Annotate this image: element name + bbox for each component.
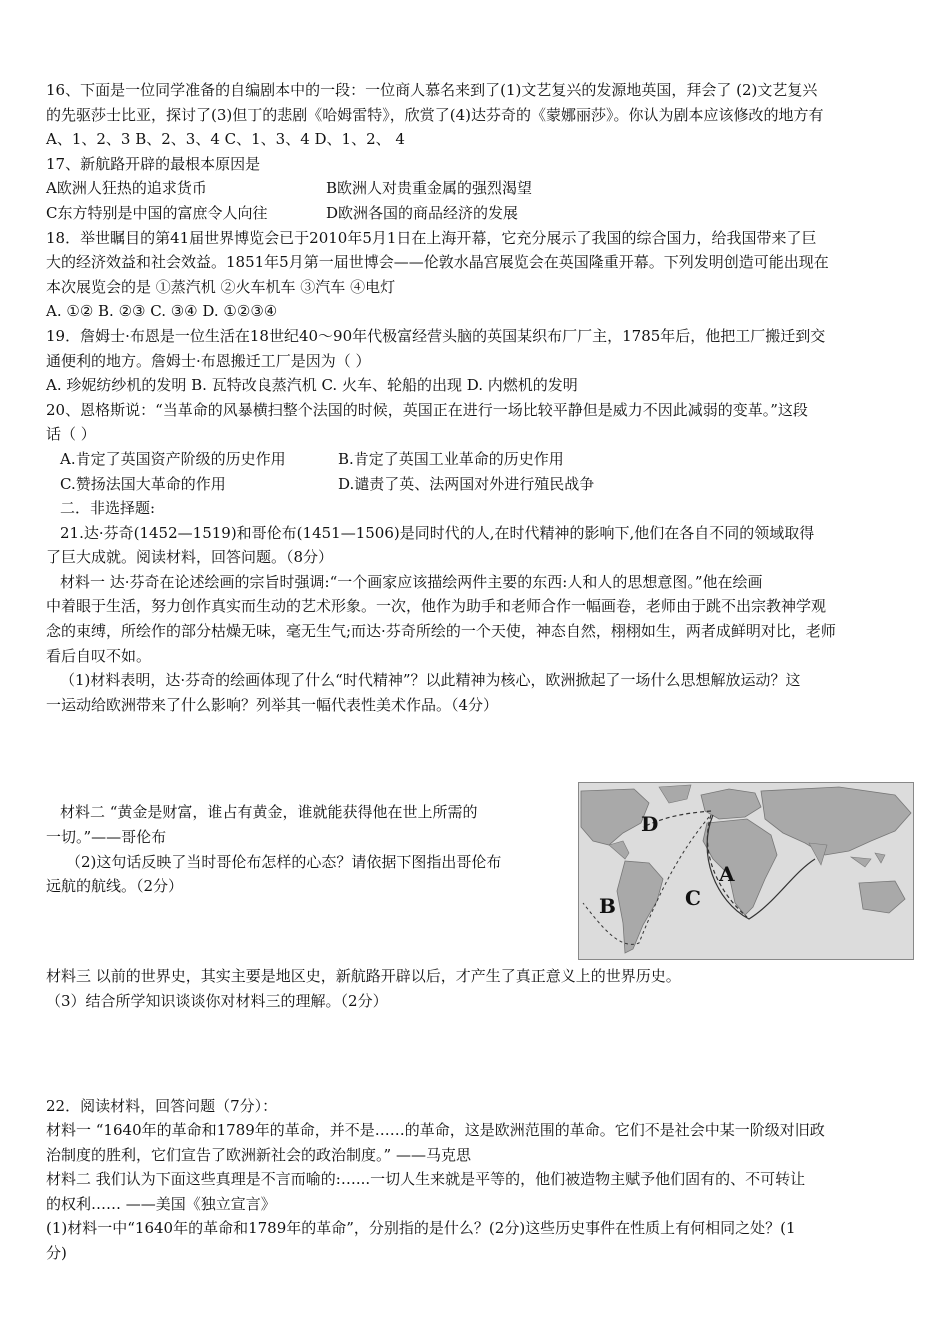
q16-line2: 的先驱莎士比亚，探讨了(3)但丁的悲剧《哈姆雷特》，欣赏了(4)达芬奇的《蒙娜丽莎》。你认为剧本应该修改的地方有 bbox=[46, 106, 824, 124]
q18-line2: 大的经济效益和社会效益。1851年5月第一届世博会——伦敦水晶宫展览会在英国隆重开幕。下列发明创造可能出现在 bbox=[46, 253, 829, 271]
q21-material1-line4: 看后自叹不如。 bbox=[46, 647, 152, 665]
q22-question1-line1: (1)材料一中“1640年的革命和1789年的革命”，分别指的是什么？(2分)这些历史事件在性质上有何相同之处？(1 bbox=[46, 1219, 796, 1237]
q21-question1-line1: （1)材料表明，达·芬奇的绘画体现了什么“时代精神”？以此精神为核心，欧洲掀起了一场什么思想解放运动？这 bbox=[60, 671, 801, 689]
q21-intro2: 了巨大成就。阅读材料，回答问题。（8分） bbox=[46, 548, 334, 566]
q21-question2-line1: （2)这句话反映了当时哥伦布怎样的心态？请依据下图指出哥伦布 bbox=[66, 853, 502, 871]
q20-option-d: D.谴责了英、法两国对外进行殖民战争 bbox=[338, 475, 595, 493]
q22-material1-line2: 治制度的胜利，它们宣告了欧洲新社会的政治制度。” ——马克思 bbox=[46, 1146, 471, 1164]
q22-stem: 22．阅读材料，回答问题（7分）： bbox=[46, 1097, 278, 1115]
q21-question3: （3）结合所学知识谈谈你对材料三的理解。（2分） bbox=[46, 992, 388, 1010]
q17-option-c: C东方特别是中国的富庶令人向往 bbox=[46, 204, 268, 222]
q18-line3: 本次展览会的是 ①蒸汽机 ②火车机车 ③汽车 ④电灯 bbox=[46, 278, 396, 296]
q22-material2-line2: 的权利…… ——美国《独立宣言》 bbox=[46, 1195, 276, 1213]
q21-material1-line1: 材料一 达·芬奇在论述绘画的宗旨时强调:“一个画家应该描绘两件主要的东西:人和人的思想意图。”他在绘画 bbox=[60, 573, 763, 591]
q21-material1-line3: 念的束缚，所绘作的部分枯燥无味，毫无生气;而达·芬奇所绘的一个天使，神态自然，栩栩如生，两者成鲜明对比，老师 bbox=[46, 622, 836, 640]
q20-option-c: C.赞扬法国大革命的作用 bbox=[60, 475, 226, 493]
q22-question1-line2: 分) bbox=[46, 1244, 67, 1262]
map-label-b: B bbox=[599, 894, 616, 918]
q21-material2-line1: 材料二 “黄金是财富，谁占有黄金，谁就能获得他在世上所需的 bbox=[60, 803, 478, 821]
map-label-a: A bbox=[719, 862, 735, 886]
q21-intro1: 21.达·芬奇(1452—1519)和哥伦布(1451—1506)是同时代的人,在时代精神的影响下,他们在各自不同的领域取得 bbox=[60, 524, 815, 542]
map-label-d: D bbox=[641, 812, 659, 836]
q17-option-d: D欧洲各国的商品经济的发展 bbox=[326, 204, 519, 222]
q19-line1: 19．詹姆士·布恩是一位生活在18世纪40～90年代极富经营头脑的英国某织布厂厂主，1785年后，他把工厂搬迁到交 bbox=[46, 327, 826, 345]
q19-options: A. 珍妮纺纱机的发明 B. 瓦特改良蒸汽机 C. 火车、轮船的出现 D. 内燃机的发明 bbox=[46, 376, 578, 394]
q16-options: A、1、2、3 B、2、3、4 C、1、3、4 D、1、2、 4 bbox=[46, 130, 405, 148]
q16-line1: 16、下面是一位同学准备的自编剧本中的一段：一位商人慕名来到了(1)文艺复兴的发源地英国，拜会了 (2)文艺复兴 bbox=[46, 81, 818, 99]
voyage-route-map bbox=[578, 782, 914, 960]
q21-material1-line2: 中着眼于生活，努力创作真实而生动的艺术形象。一次，他作为助手和老师合作一幅画卷，老师由于跳不出宗教神学观 bbox=[46, 597, 827, 615]
map-label-c: C bbox=[685, 886, 701, 910]
q20-line2: 话（ ） bbox=[46, 425, 96, 443]
q17-option-b: B欧洲人对贵重金属的强烈渴望 bbox=[326, 179, 533, 197]
q22-material2-line1: 材料二 我们认为下面这些真理是不言而喻的:…...一切人生来就是平等的，他们被造物主赋予他们固有的、不可转让 bbox=[46, 1170, 806, 1188]
q18-options: A. ①② B. ②③ C. ③④ D. ①②③④ bbox=[46, 302, 278, 320]
q20-option-b: B.肯定了英国工业革命的历史作用 bbox=[338, 450, 564, 468]
q22-material1-line1: 材料一 “1640年的革命和1789年的革命，并不是……的革命，这是欧洲范围的革命。它们不是社会中某一阶级对旧政 bbox=[46, 1121, 825, 1139]
q17-stem: 17、新航路开辟的最根本原因是 bbox=[46, 155, 261, 173]
map-graphic bbox=[579, 783, 913, 959]
q18-line1: 18．举世瞩目的第41届世界博览会已于2010年5月1日在上海开幕，它充分展示了我国的综合国力，给我国带来了巨 bbox=[46, 229, 817, 247]
q20-option-a: A.肯定了英国资产阶级的历史作用 bbox=[60, 450, 286, 468]
q21-question2-line2: 远航的航线。（2分） bbox=[46, 877, 184, 895]
q17-option-a: A欧洲人狂热的追求货币 bbox=[46, 179, 207, 197]
q21-question1-line2: 一运动给欧洲带来了什么影响？列举其一幅代表性美术作品。（4分） bbox=[46, 696, 499, 714]
q20-line1: 20、恩格斯说：“当革命的风暴横扫整个法国的时候，英国正在进行一场比较平静但是威力不因此减弱的变革。”这段 bbox=[46, 401, 808, 419]
q21-material3: 材料三 以前的世界史，其实主要是地区史，新航路开辟以后，才产生了真正意义上的世界历史。 bbox=[46, 967, 681, 985]
section-title: 二．非选择题: bbox=[60, 499, 156, 517]
q21-material2-line2: 一切。”——哥伦布 bbox=[46, 828, 167, 846]
q19-line2: 通便利的地方。詹姆士·布恩搬迁工厂是因为（ ） bbox=[46, 352, 371, 370]
